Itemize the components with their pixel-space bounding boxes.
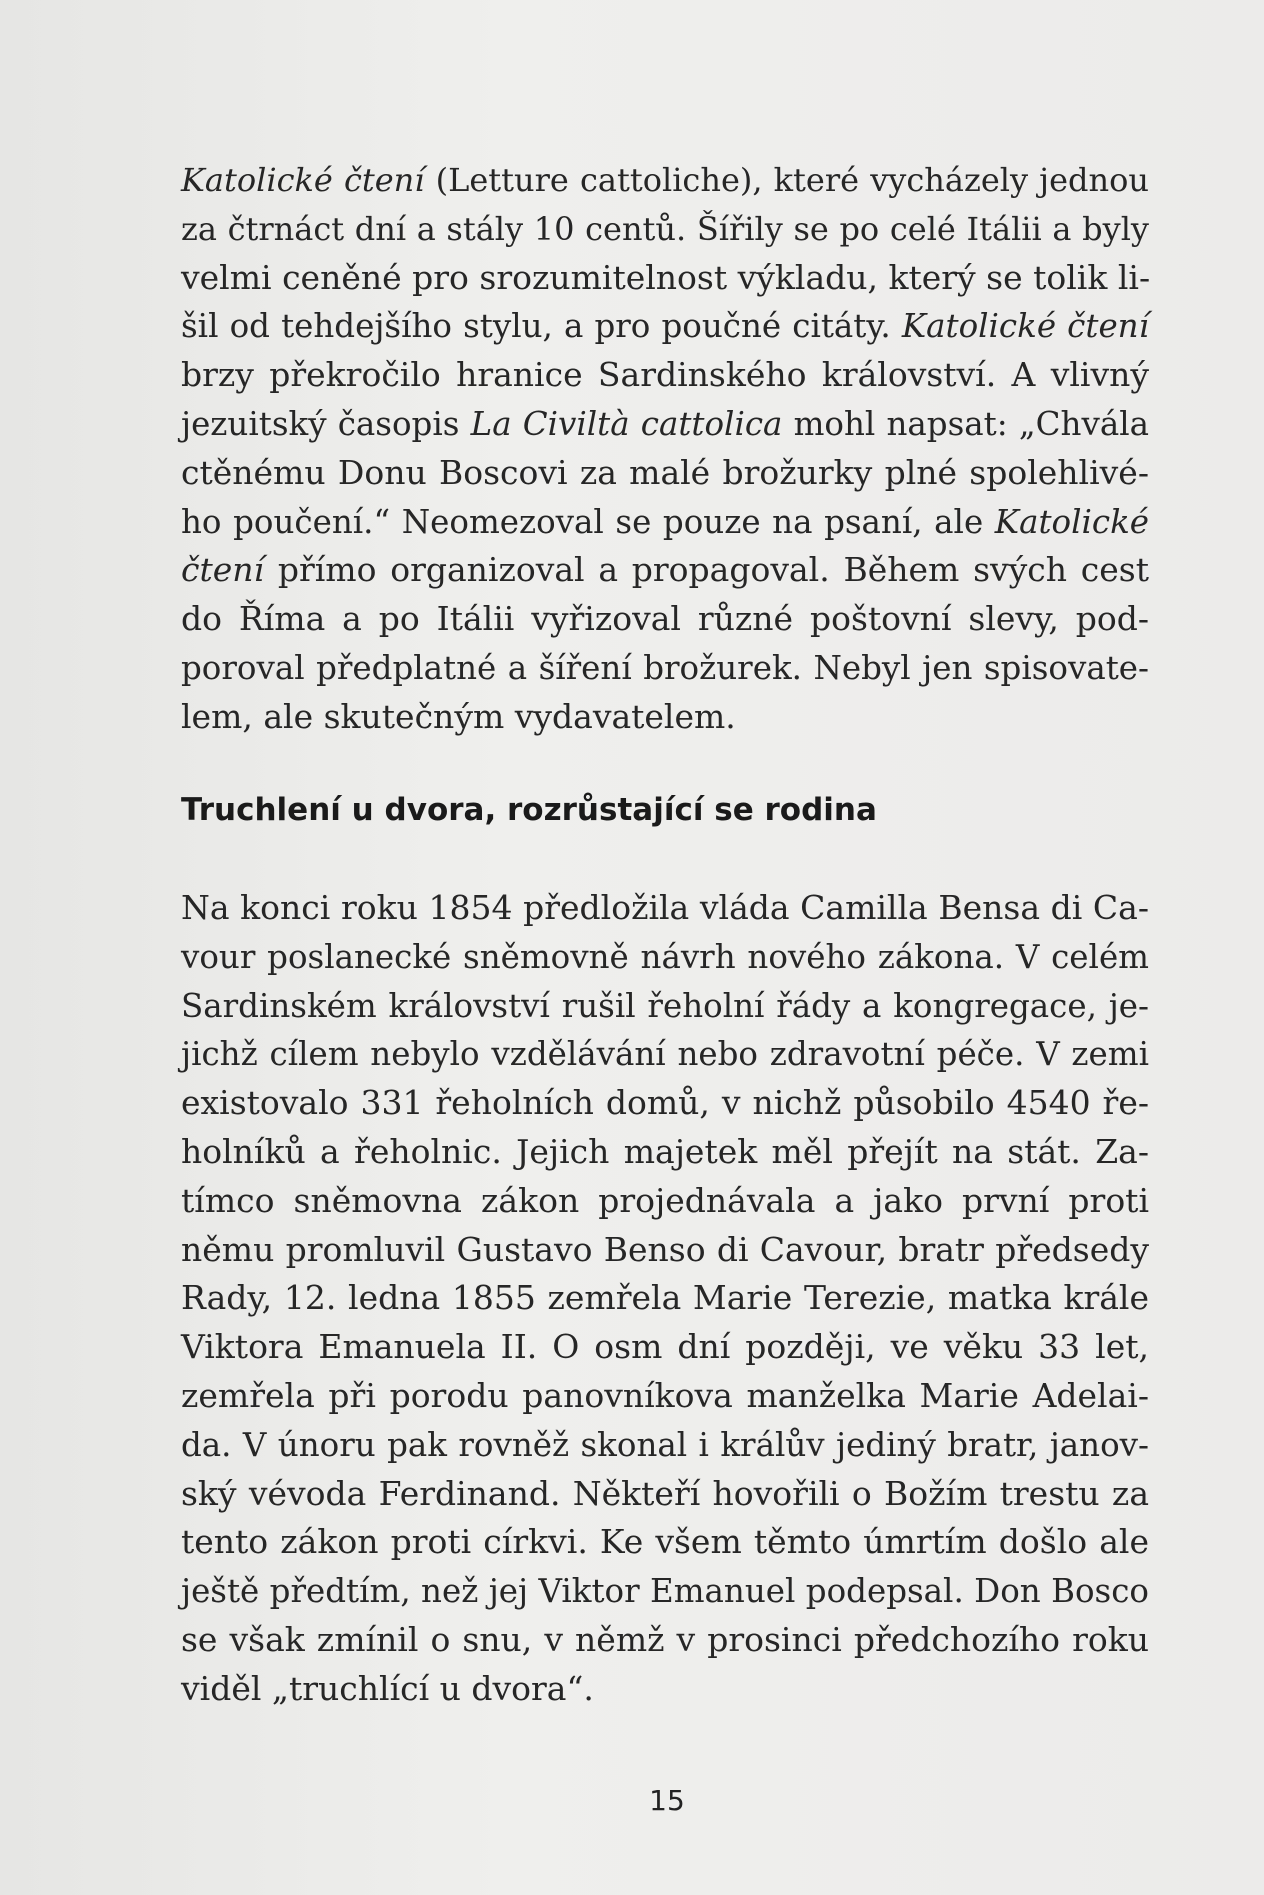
italic-title: La Civiltà cattolica [470, 404, 783, 443]
italic-title: Katolické čtení [901, 307, 1149, 346]
text-line [181, 351, 1149, 400]
text-line [181, 400, 1149, 449]
section-heading: Truchlení u dvora, rozrůstající se rodina [181, 792, 877, 828]
text-line [181, 595, 1149, 644]
italic-title: čtení [181, 550, 265, 590]
text-line: ský vévoda Ferdinand. Někteří hovořili o Božím trestu za [181, 1473, 1149, 1513]
text-line: da. V únoru pak rovněž skonal i králův jediný bratr, janov- [181, 1425, 1149, 1464]
line-text: brzy překročilo hranice Sardinského království. A vlivný [181, 355, 1149, 395]
line-text: lem, ale skutečným vydavatelem. [181, 696, 736, 736]
italic-title: Katolické [994, 502, 1149, 541]
line-text: velmi ceněné pro srozumitelnost výkladu, který se tolik li- [181, 257, 1151, 297]
italic-title: Katolické čtení [181, 161, 425, 199]
text-line [181, 498, 1149, 547]
line-text: mohl napsat: „Chvála [782, 404, 1149, 443]
text-line: vour poslanecké sněmovně návrh nového zákona. V celém [181, 937, 1149, 976]
text-line: viděl „truchlící u dvora“. [181, 1668, 594, 1708]
text-line [181, 302, 1149, 351]
text-line [181, 254, 1149, 303]
paragraph-katolicke-cteni [181, 156, 1149, 742]
text-line: existovalo 331 řeholních domů, v nichž působilo 4540 ře- [181, 1083, 1149, 1123]
text-line: Na konci roku 1854 předložila vláda Camilla Bensa di Ca- [181, 888, 1149, 927]
text-line: Viktora Emanuela II. O osm dní později, ve věku 33 let, [181, 1327, 1149, 1367]
text-line: němu promluvil Gustavo Benso di Cavour, bratr předsedy [181, 1229, 1149, 1269]
text-line [181, 546, 1149, 595]
text-line: Sardinském království rušil řeholní řády a kongregace, je- [181, 986, 1149, 1025]
text-line [181, 644, 1149, 693]
text-line: tento zákon proti církvi. Ke všem těmto úmrtím došlo ale [181, 1522, 1149, 1562]
line-text: ctěnému Donu Boscovi za malé brožurky plné spolehlivé- [181, 452, 1149, 492]
text-line [181, 693, 1149, 742]
line-text: šil od tehdejšího stylu, a pro poučné citáty. [181, 307, 902, 346]
line-text: ho poučení.“ Neomezoval se pouze na psaní, ale [181, 502, 995, 541]
line-text: do Říma a po Itálii vyřizoval různé poštovní slevy, pod- [181, 599, 1149, 639]
text-line: tímco sněmovna zákon projednávala a jako první proti [181, 1180, 1149, 1220]
text-line [181, 156, 1149, 205]
line-text: (Letture cattoliche), které vycházely jednou [424, 161, 1150, 199]
text-line: Rady, 12. ledna 1855 zemřela Marie Terezie, matka krále [181, 1278, 1149, 1318]
paragraph-truchleni [181, 884, 1149, 1714]
text-line: jichž cílem nebylo vzdělávání nebo zdravotní péče. V zemi [181, 1035, 1149, 1074]
line-text: přímo organizoval a propagoval. Během svých cest [264, 550, 1149, 590]
text-line [181, 449, 1149, 498]
line-text: jezuitský časopis [181, 404, 471, 443]
text-line: se však zmínil o snu, v němž v prosinci předchozího roku [181, 1619, 1149, 1659]
text-line: holníků a řeholnic. Jejich majetek měl přejít na stát. Za- [181, 1131, 1149, 1171]
text-line: zemřela při porodu panovníkova manželka Marie Adelai- [181, 1375, 1149, 1415]
line-text: za čtrnáct dní a stály 10 centů. Šířily se po celé Itálii a byly [181, 209, 1149, 248]
text-line: ještě předtím, než jej Viktor Emanuel podepsal. Don Bosco [181, 1572, 1149, 1611]
text-line [181, 205, 1149, 254]
line-text: poroval předplatné a šíření brožurek. Nebyl jen spisovate- [181, 648, 1149, 687]
page-number: 15 [649, 1784, 685, 1817]
